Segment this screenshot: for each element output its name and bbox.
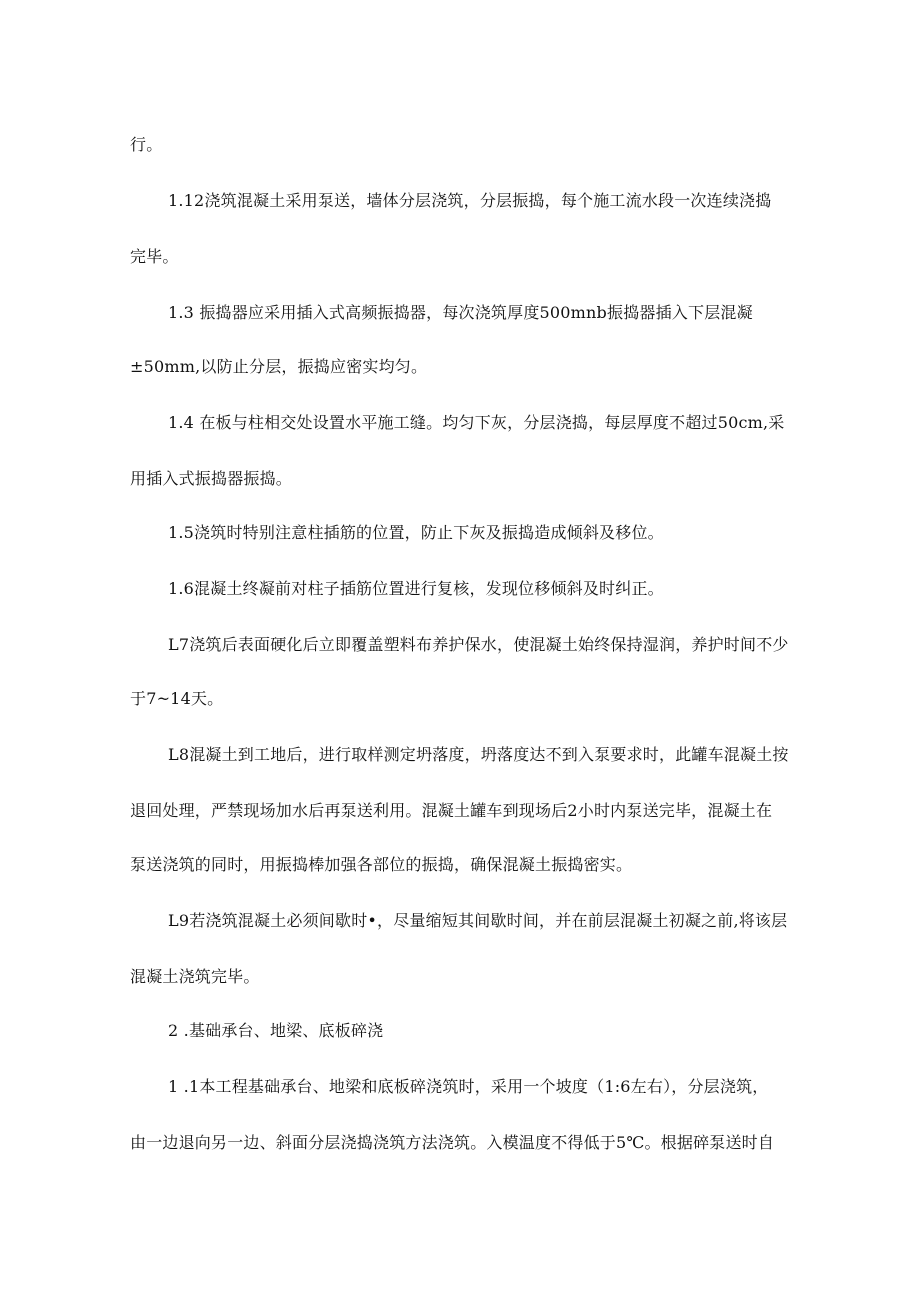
text-line-continuation: 行。 bbox=[130, 135, 163, 154]
text-line-1-8-cont1: 退回处理，严禁现场加水后再泵送利用。混凝土罐车到现场后2小时内泵送完毕，混凝土在 bbox=[130, 801, 773, 820]
text-line-1-12: 1.12浇筑混凝土采用泵送，墙体分层浇筑，分层振捣，每个施工流水段一次连续浇捣 bbox=[168, 191, 772, 210]
text-line-1-9-cont: 混凝土浇筑完毕。 bbox=[130, 967, 260, 986]
text-line-1-3: 1.3 振捣器应采用插入式高频振捣器，每次浇筑厚度500mnb振捣器插入下层混凝 bbox=[168, 303, 753, 322]
text-line-2-1: 1 .1本工程基础承台、地梁和底板碎浇筑时，采用一个坡度（1:6左右），分层浇筑， bbox=[168, 1077, 769, 1096]
text-line-1-6: 1.6混凝土终凝前对柱子插筋位置进行复核，发现位移倾斜及时纠正。 bbox=[168, 579, 664, 598]
text-line-2-1-cont: 由一边退向另一边、斜面分层浇捣浇筑方法浇筑。入模温度不得低于5℃。根据碎泵送时自 bbox=[130, 1133, 775, 1152]
text-line-1-8-cont2: 泵送浇筑的同时，用振捣棒加强各部位的振捣，确保混凝土振捣密实。 bbox=[130, 855, 633, 874]
section-heading-2: 2 .基础承台、地梁、底板碎浇 bbox=[168, 1021, 384, 1040]
text-line-1-8: L8混凝土到工地后，进行取样测定坍落度，坍落度达不到入泵要求时，此罐车混凝土按 bbox=[168, 745, 789, 764]
text-line-1-7-cont: 于7~14天。 bbox=[130, 689, 224, 708]
text-line-1-12-cont: 完毕。 bbox=[130, 247, 179, 266]
text-line-1-4-cont: 用插入式振捣器振捣。 bbox=[130, 469, 293, 488]
text-line-1-3-cont: ±50mm,以防止分层，振捣应密实均匀。 bbox=[130, 357, 428, 376]
text-line-1-4: 1.4 在板与柱相交处设置水平施工缝。均匀下灰，分层浇捣，每层厚度不超过50cm,采 bbox=[168, 413, 785, 432]
text-line-1-9: L9若浇筑混凝土必须间歇时•，尽量缩短其间歇时间，并在前层混凝土初凝之前,将该层 bbox=[168, 911, 788, 930]
text-line-1-5: 1.5浇筑时特别注意柱插筋的位置，防止下灰及振捣造成倾斜及移位。 bbox=[168, 523, 664, 542]
text-line-1-7: L7浇筑后表面硬化后立即覆盖塑料布养护保水，使混凝土始终保持湿润，养护时间不少 bbox=[168, 635, 789, 654]
